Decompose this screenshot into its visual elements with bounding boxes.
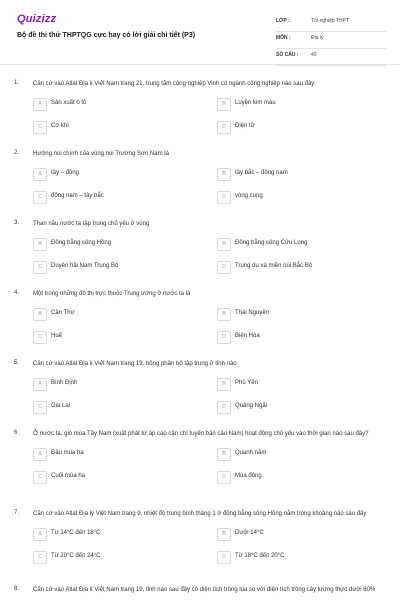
answer-options (33, 238, 387, 276)
option-letter-badge: D (217, 551, 231, 564)
option-letter-badge: C (33, 551, 47, 564)
answer-option-b[interactable] (217, 378, 367, 390)
option-letter-badge: D (217, 401, 231, 414)
question-number: 4. (14, 290, 20, 296)
option-letter-badge: C (33, 261, 47, 274)
answer-option-c[interactable] (33, 121, 183, 133)
option-letter-badge: D (217, 471, 231, 484)
question-item (0, 510, 400, 566)
question-item (0, 150, 400, 206)
answer-option-c[interactable] (33, 401, 183, 413)
question-number: 1. (14, 80, 20, 86)
answer-option-d[interactable] (217, 121, 367, 133)
answer-option-c[interactable] (33, 261, 183, 273)
option-text: Quảng Ngãi (235, 403, 268, 409)
option-text: Cần Thơ (51, 310, 75, 316)
answer-option-b[interactable] (217, 168, 367, 180)
question-text: Ở nước ta, gió mùa Tây Nam (xuất phát từ áp cao cận chí tuyến bán cầu Nam) hoạt động chủ yếu vào thời gian nào sau đây? (33, 431, 369, 437)
option-text: Từ 20°C đến 24°C (51, 553, 101, 559)
answer-option-d[interactable] (217, 551, 367, 563)
option-text: Từ 14°C đến 18°C (51, 530, 101, 536)
question-number: 7. (14, 510, 20, 516)
option-letter-badge: B (217, 308, 231, 321)
option-text: Sản xuất ô tô (51, 100, 87, 106)
question-number: 3. (14, 220, 20, 226)
answer-options (33, 308, 387, 346)
option-text: Quanh năm (235, 450, 267, 456)
option-text: Huế (51, 333, 63, 339)
option-text: Đồng bằng sông Cửu Long (235, 240, 308, 246)
answer-option-d[interactable] (217, 401, 367, 413)
answer-option-d[interactable] (217, 261, 367, 273)
option-letter-badge: A (33, 98, 47, 111)
option-text: Từ 18°C đến 20°C (235, 553, 285, 559)
answer-option-a[interactable] (33, 98, 183, 110)
option-letter-badge: D (217, 331, 231, 344)
question-text: Hướng núi chính của vùng núi Trường Sơn Nam là (33, 151, 169, 157)
option-letter-badge: B (217, 448, 231, 461)
answer-options (33, 378, 387, 416)
answer-option-c[interactable] (33, 551, 183, 563)
answer-option-b[interactable] (217, 98, 367, 110)
answer-option-a[interactable] (33, 378, 183, 390)
option-letter-badge: B (217, 378, 231, 391)
option-text: Luyện kim màu (235, 100, 276, 106)
meta-row-class (276, 16, 386, 32)
option-text: Trung du và miền núi Bắc Bộ (235, 263, 313, 269)
question-number: 6. (14, 430, 20, 436)
option-text: Dưới 14°C (235, 530, 264, 536)
option-letter-badge: C (33, 121, 47, 134)
answer-option-a[interactable] (33, 168, 183, 180)
meta-row-count (276, 50, 386, 66)
option-text: Biên Hòa (235, 333, 260, 339)
meta-label: LỚP : (276, 18, 290, 24)
meta-value: Tốt nghiệp THPT (311, 18, 349, 24)
option-text: Gia Lai (51, 403, 71, 409)
option-letter-badge: C (33, 331, 47, 344)
option-text: tây – đông (51, 170, 80, 176)
option-text: tây bắc – đông nam (235, 170, 288, 176)
question-text: Căn cứ vào Atlat Địa lí Việt Nam trang 19, tỉnh nào sau đây có diện tích trồng lúa so với diện tích trồng cây lương thực dưới 60% (33, 587, 376, 593)
question-item (0, 586, 400, 595)
option-letter-badge: A (33, 378, 47, 391)
option-text: Cơ khí (51, 123, 69, 129)
meta-label: MÔN : (276, 35, 291, 41)
question-text: Than nâu nước ta tập trung chủ yếu ở vùng (33, 221, 150, 227)
answer-option-b[interactable] (217, 448, 367, 460)
option-text: Bình Định (51, 380, 78, 386)
quizizz-logo: Quizizz (17, 13, 57, 25)
question-text: Căn cứ vào Atlat Địa lí Việt Nam trang 21, trung tâm công nghiệp Vinh có ngành công nghiệp nào sau đây (33, 81, 315, 87)
answer-option-b[interactable] (217, 528, 367, 540)
option-text: Đồng bằng sông Hồng (51, 240, 112, 246)
option-letter-badge: C (33, 471, 47, 484)
meta-label: SỐ CÂU : (276, 52, 299, 58)
answer-option-b[interactable] (217, 308, 367, 320)
question-number: 5. (14, 360, 20, 366)
option-letter-badge: B (217, 528, 231, 541)
option-letter-badge: C (33, 191, 47, 204)
answer-option-a[interactable] (33, 238, 183, 250)
option-letter-badge: A (33, 308, 47, 321)
answer-option-b[interactable] (217, 238, 367, 250)
answer-options (33, 98, 387, 136)
meta-value: Địa lý (311, 35, 324, 41)
option-text: Đầu mùa hạ (51, 450, 84, 456)
option-text: Điện tử (235, 123, 255, 129)
option-letter-badge: C (33, 401, 47, 414)
option-letter-badge: D (217, 191, 231, 204)
answer-option-a[interactable] (33, 308, 183, 320)
answer-options (33, 168, 387, 206)
worksheet-title: Bộ đề thi thử THPTQG cực hay có lời giải chi tiết (P3) (17, 32, 196, 39)
answer-option-d[interactable] (217, 191, 367, 203)
option-letter-badge: A (33, 168, 47, 181)
meta-row-subject (276, 33, 386, 49)
question-text: Căn cứ vào Atlat Địa lí Việt Nam trang 19, bông phân bố tập trung ở tỉnh nào (33, 361, 237, 367)
option-text: Cuối mùa hạ (51, 473, 86, 479)
answer-option-c[interactable] (33, 471, 183, 483)
option-text: Phú Yên (235, 380, 258, 386)
question-item (0, 290, 400, 346)
worksheet-header (0, 0, 400, 65)
option-letter-badge: D (217, 121, 231, 134)
option-letter-badge: A (33, 448, 47, 461)
option-letter-badge: A (33, 238, 47, 251)
option-text: Mùa đông (235, 473, 262, 479)
option-letter-badge: B (217, 98, 231, 111)
answer-options (33, 528, 387, 566)
question-item (0, 80, 400, 136)
option-letter-badge: B (217, 168, 231, 181)
option-text: Thái Nguyên (235, 310, 270, 316)
option-text: đông nam – tây bắc (51, 193, 104, 199)
question-number: 8. (14, 586, 20, 592)
answer-option-d[interactable] (217, 471, 367, 483)
question-item (0, 360, 400, 416)
option-letter-badge: D (217, 261, 231, 274)
option-text: Duyên hải Nam Trung Bộ (51, 263, 119, 269)
answer-option-d[interactable] (217, 331, 367, 343)
worksheet-meta (276, 16, 386, 67)
answer-option-a[interactable] (33, 528, 183, 540)
option-letter-badge: B (217, 238, 231, 251)
answer-option-c[interactable] (33, 331, 183, 343)
answer-option-a[interactable] (33, 448, 183, 460)
option-letter-badge: A (33, 528, 47, 541)
meta-value: 40 (311, 52, 317, 58)
option-text: vòng cung (235, 193, 263, 199)
question-item (0, 220, 400, 276)
question-text: Một trong những đô thị trực thuộc Trung ương ở nước ta là (33, 291, 191, 297)
answer-options (33, 448, 387, 486)
question-number: 2. (14, 150, 20, 156)
answer-option-c[interactable] (33, 191, 183, 203)
question-text: Căn cứ vào Atlat Địa lý Việt Nam trang 9, nhiệt độ trung bình tháng 1 ở đồng bằng sông Hồng nằm trong khoảng nào sau đây (33, 511, 367, 517)
question-item (0, 430, 400, 486)
